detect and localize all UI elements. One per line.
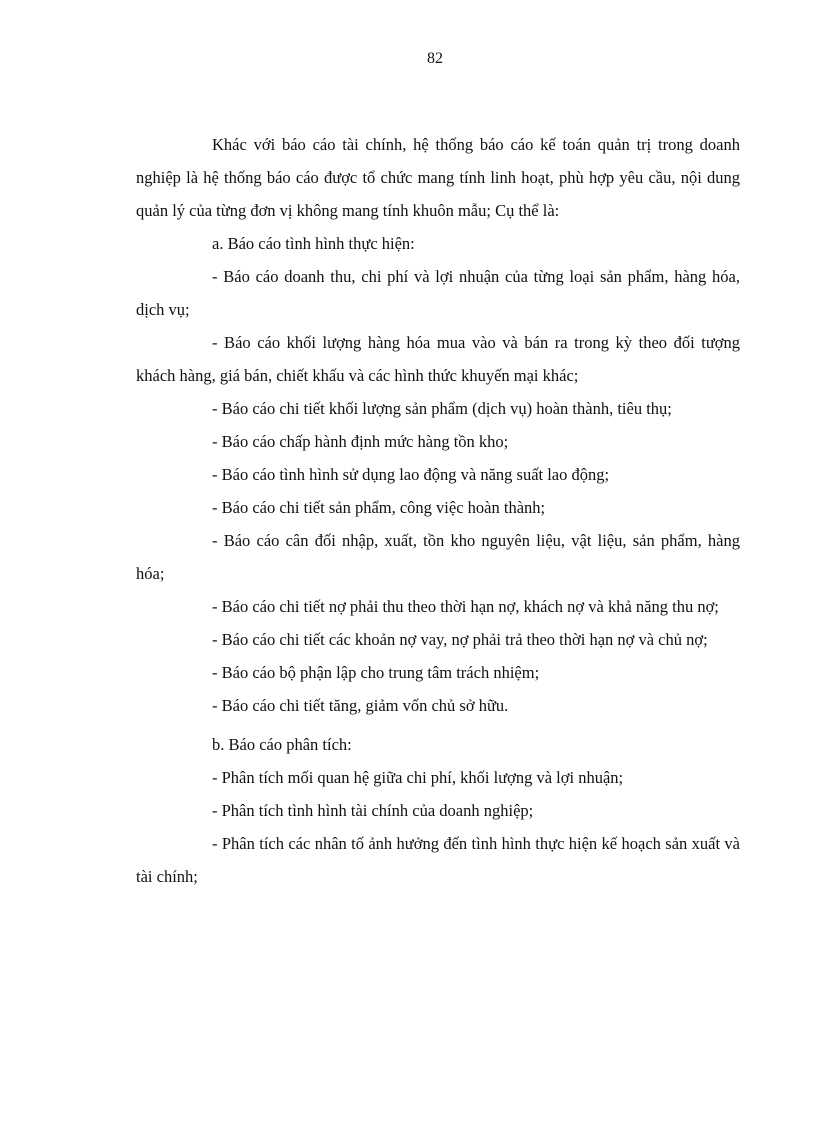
section-heading-b: b. Báo cáo phân tích: bbox=[212, 735, 352, 754]
list-item: - Báo cáo cân đối nhập, xuất, tồn kho nguyên liệu, vật liệu, sản phẩm, hàng hóa; bbox=[136, 531, 740, 583]
list-item: - Phân tích mối quan hệ giữa chi phí, khối lượng và lợi nhuận; bbox=[212, 768, 624, 787]
list-item: - Báo cáo chấp hành định mức hàng tồn kho; bbox=[212, 432, 509, 451]
list-item: - Phân tích tình hình tài chính của doanh nghiệp; bbox=[212, 801, 534, 820]
page-number: 82 bbox=[427, 50, 443, 67]
document-body bbox=[136, 128, 740, 893]
list-item: - Báo cáo chi tiết nợ phải thu theo thời hạn nợ, khách nợ và khả năng thu nợ; bbox=[212, 597, 719, 616]
list-item: - Báo cáo khối lượng hàng hóa mua vào và bán ra trong kỳ theo đối tượng khách hàng, giá bán, chiết khấu và các hình thức khuyến mại khác; bbox=[136, 333, 740, 385]
list-item: - Báo cáo chi tiết khối lượng sản phẩm (dịch vụ) hoàn thành, tiêu thụ; bbox=[212, 399, 672, 418]
intro-paragraph: Khác với báo cáo tài chính, hệ thống báo cáo kế toán quản trị trong doanh nghiệp là hệ thống báo cáo được tổ chức mang tính linh hoạt, phù hợp yêu cầu, nội dung quản lý của từng đơn vị không mang tính khuôn mẫu; Cụ thể là: bbox=[136, 135, 740, 220]
list-item: - Phân tích các nhân tố ảnh hưởng đến tình hình thực hiện kế hoạch sản xuất và tài chính; bbox=[136, 834, 740, 886]
list-item: - Báo cáo tình hình sử dụng lao động và năng suất lao động; bbox=[212, 465, 610, 484]
list-item: - Báo cáo doanh thu, chi phí và lợi nhuận của từng loại sản phẩm, hàng hóa, dịch vụ; bbox=[136, 267, 740, 319]
list-item: - Báo cáo bộ phận lập cho trung tâm trách nhiệm; bbox=[212, 663, 540, 682]
section-heading-a: a. Báo cáo tình hình thực hiện: bbox=[212, 234, 415, 253]
list-item: - Báo cáo chi tiết tăng, giảm vốn chủ sở hữu. bbox=[212, 696, 509, 715]
list-item: - Báo cáo chi tiết sản phẩm, công việc hoàn thành; bbox=[212, 498, 546, 517]
list-item: - Báo cáo chi tiết các khoản nợ vay, nợ phải trả theo thời hạn nợ và chủ nợ; bbox=[212, 630, 708, 649]
